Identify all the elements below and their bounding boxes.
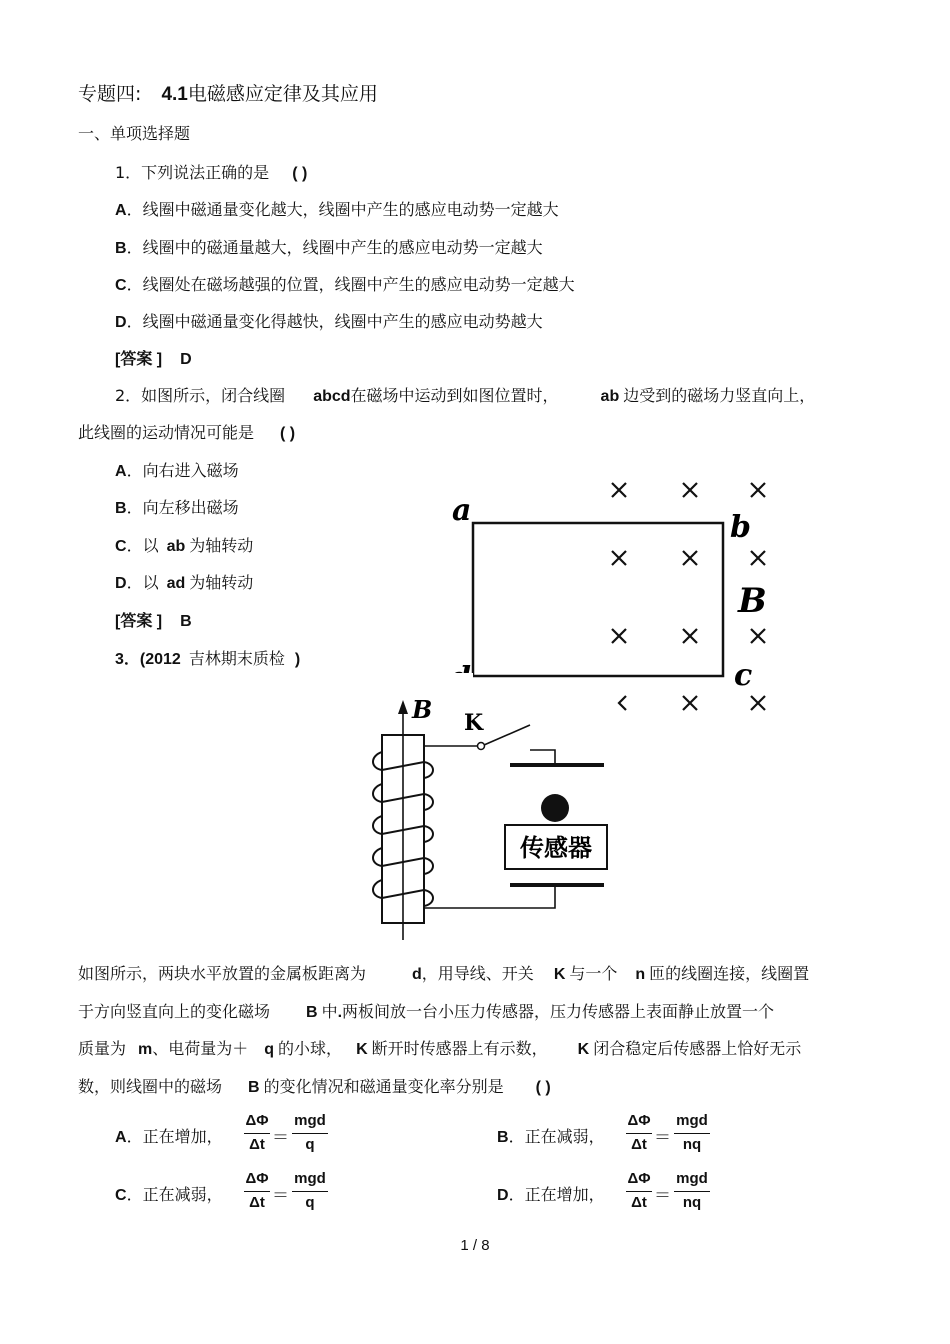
wire-to-top-plate [530, 750, 555, 765]
switch-k-label: K [464, 710, 484, 736]
option-text: ．向左移出磁场 [126, 498, 239, 517]
q3-text-part: 于方向竖直向上的变化磁场 [78, 1002, 271, 1021]
title-prefix: 专题四: [78, 83, 142, 105]
q3-text-part: B [248, 1079, 260, 1096]
formula-equals: ＝ [654, 1128, 671, 1147]
formula-den: Δt [631, 1136, 647, 1153]
q3-text-part: 质量为 [78, 1039, 127, 1058]
fraction-bar [674, 1191, 710, 1192]
formula-den: q [305, 1194, 315, 1211]
q3-text-part: 与一个 [569, 964, 618, 983]
option-text: ．线圈处在磁场越强的位置，线圈中产生的感应电动势一定越大 [126, 275, 575, 294]
q2-stem-line2 [78, 423, 295, 444]
field-cross [683, 483, 697, 497]
q3-text-part: 匝的线圈连接，线圈置 [649, 964, 810, 983]
q3-text-line3 [78, 1039, 801, 1060]
fraction-bar [626, 1191, 652, 1192]
fraction-bar [674, 1133, 710, 1134]
sensor-label: 传感器 [520, 833, 592, 862]
fraction-bar [244, 1191, 270, 1192]
q2-option-d [115, 573, 253, 594]
switch-blade [484, 725, 530, 745]
formula-den: nq [682, 1136, 702, 1153]
q3-text-part: 中 [321, 1002, 338, 1021]
coil-abcd [473, 523, 723, 676]
q2-answer [115, 611, 192, 632]
q3-option-c-text [115, 1185, 223, 1206]
option-label: B [497, 1129, 509, 1146]
option-label: B [115, 240, 127, 257]
formula-den: nq [682, 1194, 702, 1211]
option-axis: ab [166, 538, 186, 555]
option-text: ．向右进入磁场 [126, 461, 239, 480]
q1-option-c [115, 275, 575, 296]
field-cross [683, 551, 697, 565]
field-arrow-head [398, 700, 408, 714]
q1-stem [115, 163, 307, 184]
q3-text-part: 闭合稳定后传感器上恰好无示 [593, 1039, 802, 1058]
option-label: A [115, 202, 127, 219]
option-label: D [497, 1187, 509, 1204]
option-label: C [115, 277, 127, 294]
option-text: ．正在增加， [508, 1185, 605, 1204]
fraction-bar [244, 1133, 270, 1134]
q2-stem-part: 2．如图所示，闭合线圈 [115, 386, 286, 405]
q3-option-a-text [115, 1127, 223, 1148]
q2-stem [115, 386, 815, 407]
q3-text-part: 的小球， [278, 1039, 343, 1058]
field-cross [683, 629, 697, 643]
q1-option-d [115, 312, 543, 333]
charged-ball [541, 794, 569, 822]
formula-num: ΔΦ [245, 1112, 269, 1129]
q2-stem-part: ab [600, 388, 620, 405]
q3-text-part: d [412, 966, 422, 983]
field-cross [751, 483, 765, 497]
formula-num: mgd [676, 1170, 708, 1187]
fraction-bar [292, 1133, 328, 1134]
q1-stem-text: 1．下列说法正确的是 [115, 163, 270, 182]
q2-option-a [115, 461, 239, 482]
formula-num: ΔΦ [627, 1170, 651, 1187]
q2-coil-field-figure [440, 470, 780, 715]
switch-pivot [478, 743, 485, 750]
q3-option-c-formula [242, 1170, 342, 1216]
q3-text-line1 [78, 964, 809, 985]
title-text: 电磁感应定律及其应用 [187, 83, 378, 105]
q2-stem-part: 在磁场中运动到如图位置时， [350, 386, 559, 405]
q3-text-line4 [78, 1077, 551, 1098]
field-cross [751, 629, 765, 643]
q2-option-b [115, 498, 239, 519]
q3-text-part: 两板间放一台小压力传感器，压力传感器上表面静止放置一个 [342, 1002, 775, 1021]
option-text: ．正在增加， [126, 1127, 223, 1146]
q3-text-part: 如图所示，两块水平放置的金属板距离为 [78, 964, 367, 983]
q3-circuit-figure [370, 690, 620, 945]
option-label: B [115, 500, 127, 517]
option-text: ．正在减弱， [126, 1185, 223, 1204]
option-label: D [115, 314, 127, 331]
q3-text-line2 [78, 1002, 774, 1023]
formula-den: q [305, 1136, 315, 1153]
option-axis: ad [166, 575, 186, 592]
q3-option-b-formula [624, 1112, 724, 1158]
corner-b-label: b [730, 510, 751, 545]
option-label: C [115, 538, 127, 555]
q3-option-d-formula [624, 1170, 724, 1216]
formula-equals: ＝ [654, 1186, 671, 1205]
option-text: 为轴转动 [189, 536, 254, 555]
fraction-bar [626, 1133, 652, 1134]
fraction-bar [292, 1191, 328, 1192]
answer-label: [答案 ] [115, 613, 163, 630]
formula-den: Δt [249, 1136, 265, 1153]
q2-stem-part: abcd [313, 388, 351, 405]
option-text: ．线圈中磁通量变化越大，线圈中产生的感应电动势一定越大 [126, 200, 559, 219]
q3-text-part: K [356, 1041, 368, 1058]
q3-text-part: q [264, 1041, 275, 1058]
field-cross-partial [619, 696, 626, 710]
formula-den: Δt [631, 1194, 647, 1211]
option-label: D [115, 575, 127, 592]
q2-option-c [115, 536, 253, 557]
q3-text-part: ( ) [535, 1079, 551, 1096]
q3-stem-part: (2012 [139, 651, 181, 668]
answer-label: [答案 ] [115, 351, 163, 368]
option-label: A [115, 1129, 127, 1146]
q1-option-b [115, 238, 543, 259]
option-label: A [115, 463, 127, 480]
option-text: ．正在减弱， [508, 1127, 605, 1146]
q3-text-part: K [553, 966, 566, 983]
q3-option-a-formula [242, 1112, 342, 1158]
q3-stem-part: ) [294, 651, 301, 668]
field-cross [751, 551, 765, 565]
q3-text-part: ，用导线、开关 [421, 964, 534, 983]
field-cross [683, 696, 697, 710]
formula-num: mgd [676, 1112, 708, 1129]
option-text: ．线圈中的磁通量越大，线圈中产生的感应电动势一定越大 [126, 238, 543, 257]
field-cross [612, 551, 626, 565]
option-text: ．以 [126, 573, 159, 592]
q3-stem-part: 3． [115, 651, 140, 668]
page-title [78, 82, 378, 107]
q2-stem-part: 边受到的磁场力竖直向上， [623, 386, 816, 405]
option-text: 为轴转动 [189, 573, 254, 592]
q3-text-part: K [577, 1041, 590, 1058]
formula-num: ΔΦ [245, 1170, 269, 1187]
page-number: 1 / 8 [460, 1237, 490, 1254]
wire-from-bottom-plate [424, 885, 555, 908]
field-b-label: B [738, 581, 767, 621]
answer-value: D [180, 351, 192, 368]
formula-num: mgd [294, 1112, 326, 1129]
q3-text-part: 、电荷量为＋ [152, 1039, 249, 1058]
q3-text-part: . [337, 1004, 343, 1021]
corner-a-label: a [452, 493, 472, 528]
q3-stem-part: 吉林期末质检 [188, 649, 285, 668]
field-cross [751, 696, 765, 710]
q3-text-part: 数，则线圈中的磁场 [78, 1077, 223, 1096]
q1-answer [115, 349, 192, 370]
section-heading: 一、单项选择题 [78, 124, 191, 143]
q3-option-b-text [497, 1127, 605, 1148]
option-text: ．线圈中磁通量变化得越快，线圈中产生的感应电动势越大 [126, 312, 543, 331]
q3-text-part: n [635, 966, 646, 983]
option-text: ．以 [126, 536, 159, 555]
q3-option-d-text [497, 1185, 605, 1206]
title-number: 4.1 [161, 84, 188, 105]
field-b-label: B [412, 695, 433, 724]
formula-equals: ＝ [272, 1186, 289, 1205]
q1-paren: ( ) [292, 165, 308, 182]
q3-text-part: 断开时传感器上有示数， [371, 1039, 548, 1058]
answer-value: B [180, 613, 192, 630]
formula-num: mgd [294, 1170, 326, 1187]
option-label: C [115, 1187, 127, 1204]
formula-den: Δt [249, 1194, 265, 1211]
formula-equals: ＝ [272, 1128, 289, 1147]
q3-stem [115, 649, 300, 670]
q2-stem-part: 此线圈的运动情况可能是 [78, 423, 255, 442]
formula-num: ΔΦ [627, 1112, 651, 1129]
field-cross [612, 483, 626, 497]
q3-text-part: m [138, 1041, 153, 1058]
q3-text-part: 的变化情况和磁通量变化率分别是 [263, 1077, 504, 1096]
field-cross [612, 629, 626, 643]
q3-text-part: B [306, 1004, 318, 1021]
q2-paren: ( ) [280, 425, 296, 442]
corner-c-label: c [734, 658, 753, 693]
q1-option-a [115, 200, 559, 221]
